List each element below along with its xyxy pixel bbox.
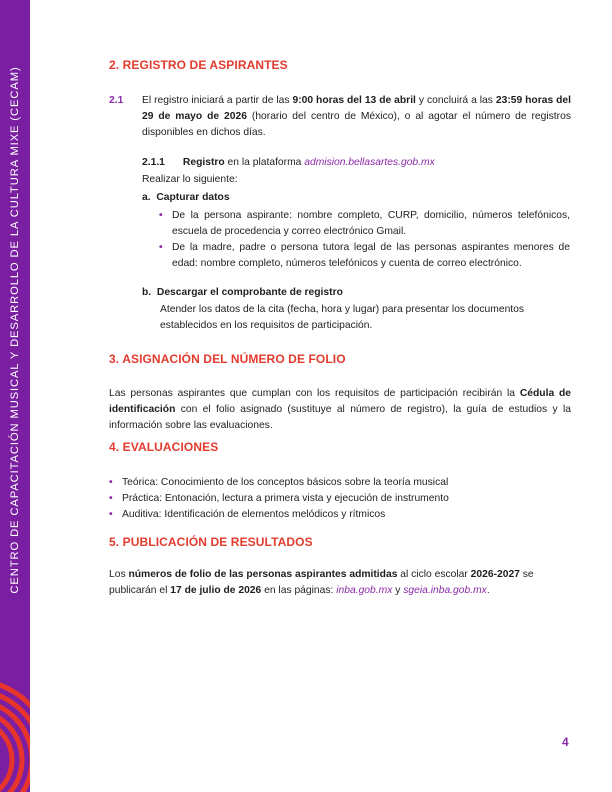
step-b-title: b. Descargar el comprobante de registro (142, 287, 343, 298)
bullet-icon: • (109, 477, 113, 488)
section-2-heading: 2. REGISTRO DE ASPIRANTES (109, 58, 288, 72)
sgeia-link[interactable]: sgeia.inba.gob.mx (403, 585, 487, 596)
step-a-title: a. Capturar datos (142, 192, 230, 203)
list-item: • Auditiva: Identificación de elementos melódicos y rítmicos (109, 507, 571, 523)
registration-dates-paragraph: El registro iniciará a partir de las 9:00 horas del 13 de abril y concluirá a las 23:59 horas del 29 de mayo de 2026 (horario del centro de México), o al agotar el número de registros disponibles en dichos días. (142, 95, 571, 138)
bullet-icon: • (109, 493, 113, 504)
sidebar (0, 0, 30, 792)
instruction-text: Realizar lo siguiente: (142, 174, 238, 185)
results-paragraph: Los números de folio de las personas aspirantes admitidas al ciclo escolar 2026-2027 se publicarán el 17 de julio de 2026 en las páginas: inba.gob.mx y sgeia.inba.gob.mx. (109, 569, 534, 596)
bullet-icon: • (159, 210, 163, 221)
inba-link[interactable]: inba.gob.mx (336, 585, 393, 596)
page-number: 4 (562, 735, 569, 749)
list-item: • Teórica: Conocimiento de los conceptos básicos sobre la teoría musical (109, 475, 571, 491)
section-4-heading: 4. EVALUACIONES (109, 440, 219, 454)
step-b-text: Atender los datos de la cita (fecha, hora y lugar) para presentar los documentos establecidos en los requisitos de participación. (160, 304, 525, 331)
bullet-icon: • (159, 242, 163, 253)
list-item: • De la persona aspirante: nombre completo, CURP, domicilio, números telefónicos, escuela de procedencia y correo electrónico Gmail. (159, 210, 570, 237)
decorative-arcs-graphic (0, 600, 30, 792)
subitem-2-1-1: 2.1.1 Registro en la plataforma admision.bellasartes.gob.mx (142, 157, 435, 168)
section-3-heading: 3. ASIGNACIÓN DEL NÚMERO DE FOLIO (109, 352, 346, 366)
bullet-icon: • (109, 509, 113, 520)
folio-paragraph: Las personas aspirantes que cumplan con los requisitos de participación recibirán la Cédula de identificación con el folio asignado (sustituye al número de registro), la guía de estudios y la información sobre las evaluaciones. (109, 388, 571, 431)
evaluations-list (109, 475, 571, 523)
sidebar-title: CENTRO DE CAPACITACIÓN MUSICAL Y DESARROLLO DE LA CULTURA MIXE (CECAM) (9, 66, 21, 594)
capture-data-list (159, 208, 570, 272)
section-5-heading: 5. PUBLICACIÓN DE RESULTADOS (109, 535, 313, 549)
item-2-1-number: 2.1 (109, 95, 124, 106)
list-item: • Práctica: Entonación, lectura a primera vista y ejecución de instrumento (109, 491, 571, 507)
platform-link[interactable]: admision.bellasartes.gob.mx (304, 157, 435, 168)
list-item: • De la madre, padre o persona tutora legal de las personas aspirantes menores de edad: nombre completo, números telefónicos y cuenta de correo electrónico. (159, 242, 570, 269)
